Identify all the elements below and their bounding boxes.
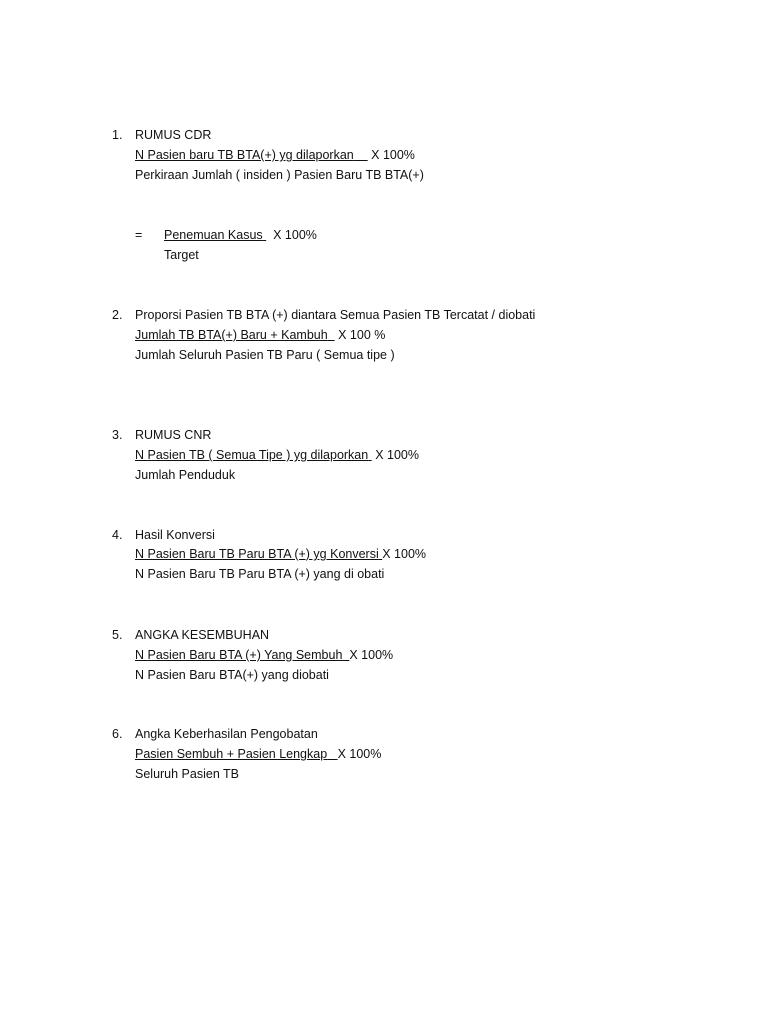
formula-denominator: Perkiraan Jumlah ( insiden ) Pasien Baru TB BTA(+) <box>135 168 424 182</box>
formula-numerator: Pasien Sembuh + Pasien Lengkap <box>135 747 328 761</box>
formula-numerator: N Pasien Baru BTA (+) Yang Sembuh <box>135 648 343 662</box>
underline-pad <box>328 328 335 342</box>
underline-pad <box>327 747 337 761</box>
underline-pad <box>354 148 368 162</box>
item-title: ANGKA KESEMBUHAN <box>135 628 270 642</box>
item-number: 5. <box>112 628 123 642</box>
formula-numerator-line <box>135 546 426 562</box>
formula-factor: X 100 % <box>338 328 386 342</box>
formula-numerator-line <box>135 147 415 163</box>
formula-factor: X 100% <box>273 228 317 242</box>
item-title: Hasil Konversi <box>135 528 215 542</box>
item-title: RUMUS CDR <box>135 128 212 142</box>
formula-factor: X 100% <box>371 148 415 162</box>
item-number: 3. <box>112 428 123 442</box>
formula-numerator-line <box>135 447 419 463</box>
item-number: 2. <box>112 308 123 322</box>
formula-factor: X 100% <box>382 547 427 561</box>
formula-numerator: N Pasien baru TB BTA(+) yg dilaporkan <box>135 148 354 162</box>
item-title: Proporsi Pasien TB BTA (+) diantara Semua Pasien TB Tercatat / diobati <box>135 308 536 322</box>
formula-numerator-line <box>135 647 393 663</box>
item-title: Angka Keberhasilan Pengobatan <box>135 727 318 741</box>
formula-numerator-line <box>164 227 317 243</box>
item-title: RUMUS CNR <box>135 428 212 442</box>
formula-factor: X 100% <box>337 747 382 761</box>
formula-denominator: N Pasien Baru BTA(+) yang diobati <box>135 668 329 682</box>
formula-numerator-line <box>135 746 381 762</box>
underline-pad <box>368 448 371 462</box>
formula-denominator: Jumlah Penduduk <box>135 468 236 482</box>
equals-sign: = <box>135 228 143 242</box>
formula-numerator-line <box>135 327 385 343</box>
formula-denominator: Seluruh Pasien TB <box>135 767 239 781</box>
formula-denominator: N Pasien Baru TB Paru BTA (+) yang di obati <box>135 567 385 581</box>
item-number: 1. <box>112 128 123 142</box>
formula-numerator: N Pasien Baru TB Paru BTA (+) yg Konversi <box>135 547 379 561</box>
formula-numerator: Jumlah TB BTA(+) Baru + Kambuh <box>135 328 328 342</box>
formula-numerator: Penemuan Kasus <box>164 228 263 242</box>
formula-denominator: Target <box>164 248 199 262</box>
formula-factor: X 100% <box>349 648 394 662</box>
formula-factor: X 100% <box>375 448 419 462</box>
item-number: 4. <box>112 528 123 542</box>
underline-pad <box>263 228 266 242</box>
formula-numerator: N Pasien TB ( Semua Tipe ) yg dilaporkan <box>135 448 369 462</box>
item-number: 6. <box>112 727 123 741</box>
formula-denominator: Jumlah Seluruh Pasien TB Paru ( Semua tipe ) <box>135 348 395 362</box>
